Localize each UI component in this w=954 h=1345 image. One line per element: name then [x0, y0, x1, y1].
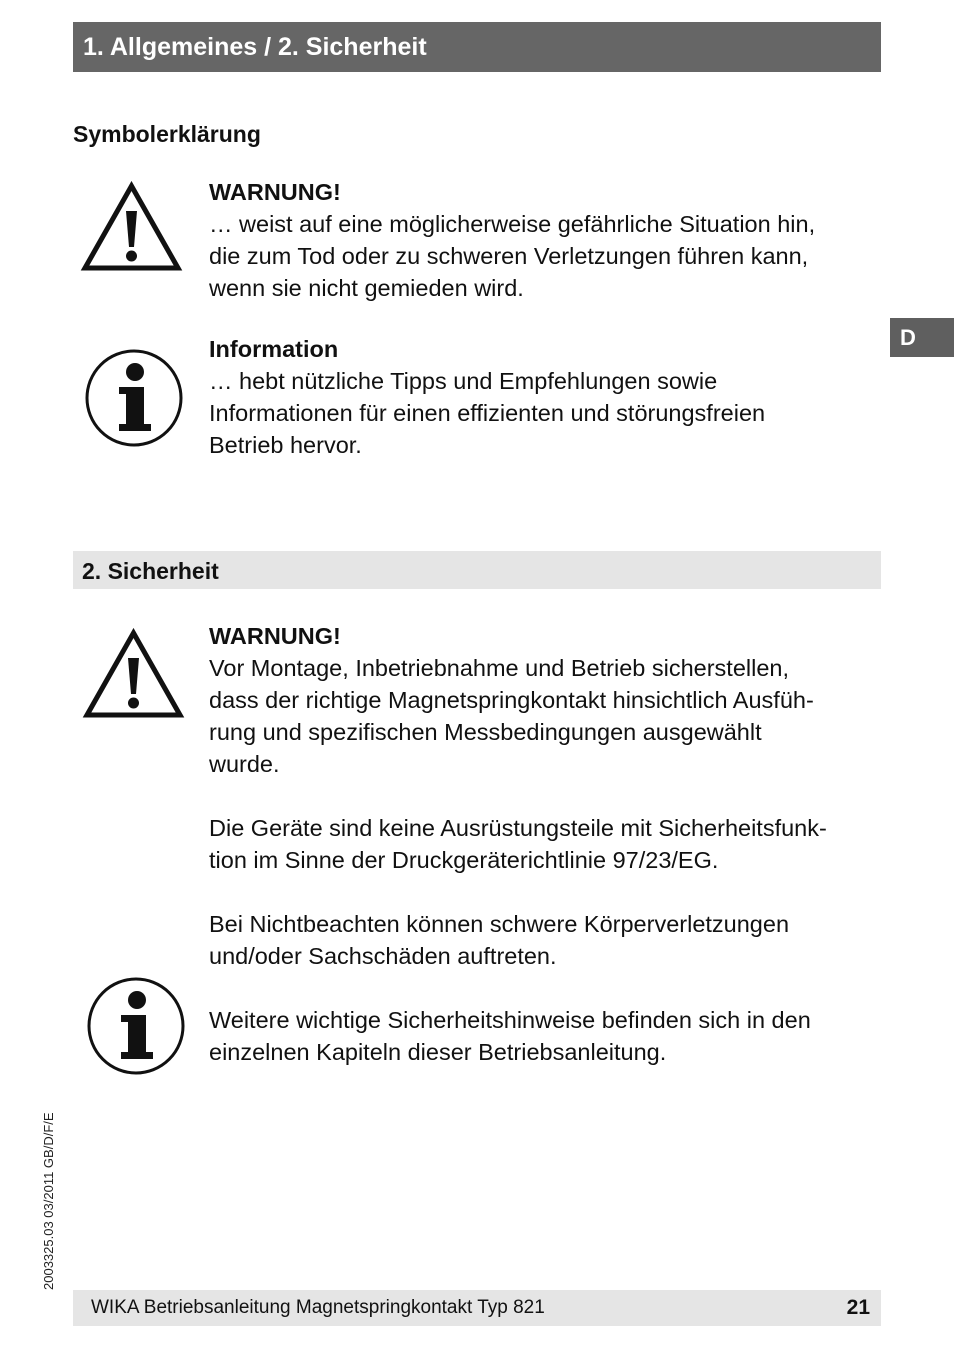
page-footer — [73, 1290, 881, 1326]
warning-title: WARNUNG! — [209, 179, 341, 205]
page-header-title: 1. Allgemeines / 2. Sicherheit — [83, 33, 427, 61]
section-heading-bar — [73, 551, 881, 589]
safety-line: dass der richtige Magnetspringkontakt hinsichtlich Ausfüh- — [209, 687, 814, 713]
language-tab-label: D — [900, 325, 916, 350]
safety-line: rung und spezifischen Messbedingungen ausgewählt — [209, 719, 762, 745]
page-header — [73, 22, 881, 72]
information-line: … hebt nützliche Tipps und Empfehlungen sowie — [209, 368, 718, 394]
safety-line: wurde. — [209, 751, 280, 777]
safety-line: Weitere wichtige Sicherheitshinweise befinden sich in den — [209, 1007, 811, 1033]
language-tab — [890, 318, 954, 357]
symbol-legend-heading: Symbolerklärung — [73, 121, 261, 147]
safety-line: tion im Sinne der Druckgeräterichtlinie 97/23/EG. — [209, 847, 719, 873]
safety-line: Die Geräte sind keine Ausrüstungsteile mit Sicherheitsfunk- — [209, 815, 827, 841]
safety-paragraph-directive — [209, 812, 881, 876]
footer-text: WIKA Betriebsanleitung Magnetspringkontakt Typ 821 — [91, 1297, 545, 1318]
information-explanation — [209, 333, 881, 461]
warning-line: wenn sie nicht gemieden wird. — [209, 275, 524, 301]
safety-paragraph-consequences — [209, 908, 881, 972]
safety-line: und/oder Sachschäden auftreten. — [209, 943, 557, 969]
information-title: Information — [209, 336, 339, 362]
document-code: 2003325.03 03/2011 GB/D/F/E — [41, 1112, 56, 1290]
safety-warning-title: WARNUNG! — [209, 623, 341, 649]
page-number: 21 — [846, 1296, 870, 1319]
information-circle-icon — [83, 347, 185, 454]
information-line: Informationen für einen effizienten und störungsfreien — [209, 400, 766, 426]
safety-line: Bei Nichtbeachten können schwere Körperverletzungen — [209, 911, 790, 937]
warning-line: … weist auf eine möglicherweise gefährliche Situation hin, — [209, 211, 816, 237]
information-line: Betrieb hervor. — [209, 432, 362, 458]
safety-paragraph-further-info — [209, 1004, 881, 1068]
warning-line: die zum Tod oder zu schweren Verletzungen führen kann, — [209, 243, 809, 269]
safety-line: Vor Montage, Inbetriebnahme und Betrieb sicherstellen, — [209, 655, 790, 681]
warning-explanation — [209, 176, 881, 304]
safety-line: einzelnen Kapiteln dieser Betriebsanleitung. — [209, 1039, 667, 1065]
section-heading: 2. Sicherheit — [82, 558, 219, 584]
warning-triangle-icon — [82, 628, 185, 725]
information-circle-icon — [85, 975, 187, 1082]
safety-warning — [209, 620, 881, 780]
warning-triangle-icon — [80, 181, 183, 278]
